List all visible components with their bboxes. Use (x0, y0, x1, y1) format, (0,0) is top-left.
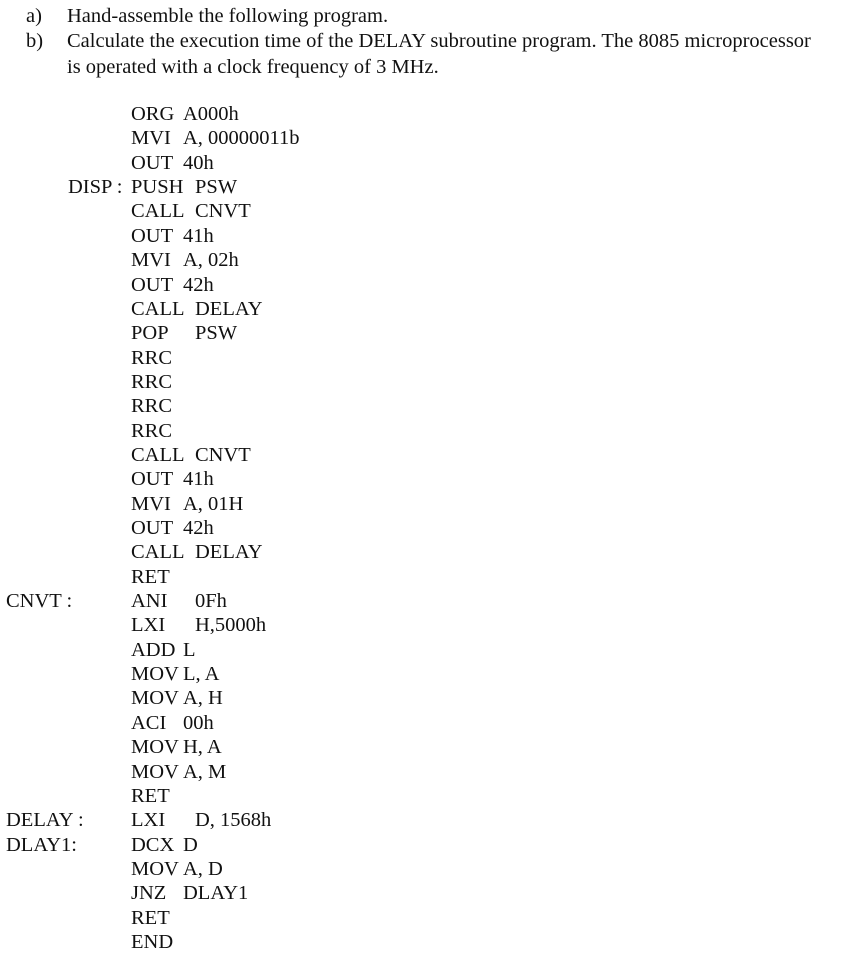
code-opcode: OUT (131, 151, 174, 174)
code-opcode: CALL (131, 297, 185, 320)
code-opcode: CALL (131, 443, 185, 466)
code-operand: L, A (183, 663, 220, 686)
code-opcode: MOV (131, 857, 179, 880)
code-operand: DLAY1 (183, 882, 249, 905)
code-operand: D, 1568h (195, 809, 272, 832)
code-operand: 0Fh (195, 590, 227, 612)
code-opcode: CALL (131, 541, 185, 564)
code-opcode: MVI (131, 249, 171, 272)
code-operand: H, A (183, 736, 222, 759)
code-operand: DELAY (195, 541, 263, 564)
code-operand: 42h (183, 273, 214, 296)
code-opcode: MOV (131, 687, 179, 710)
code-opcode: POP (131, 322, 169, 345)
code-operand: H,5000h (195, 614, 267, 637)
code-operand: A, H (183, 687, 223, 710)
code-opcode: RRC (131, 395, 173, 418)
code-opcode: OUT (131, 468, 174, 491)
question-text-line: Calculate the execution time of the DELAY subroutine program. The 8085 microprocessor (67, 30, 811, 52)
code-opcode: DCX (131, 833, 175, 856)
code-opcode: MOV (131, 760, 179, 783)
code-operand: L (183, 638, 196, 661)
code-opcode: ADD (131, 638, 176, 661)
code-operand: D (183, 833, 198, 856)
code-operand: A, D (183, 857, 223, 880)
code-opcode: RET (131, 784, 170, 807)
code-opcode: MOV (131, 663, 179, 686)
code-opcode: MVI (131, 492, 171, 515)
code-operand: A, 00000011b (183, 127, 300, 150)
code-label: CNVT : (6, 590, 73, 612)
code-opcode: ANI (131, 590, 168, 612)
code-opcode: ORG (131, 103, 175, 125)
code-operand: A000h (183, 103, 239, 125)
code-opcode: MOV (131, 736, 179, 759)
question-marker: a) (26, 5, 42, 27)
code-operand: DELAY (195, 297, 263, 320)
code-label: DLAY1: (6, 833, 77, 856)
code-opcode: JNZ (131, 882, 167, 905)
code-operand: 42h (183, 517, 214, 539)
code-label: DISP : (68, 176, 123, 199)
question-marker: b) (26, 30, 44, 52)
code-operand: CNVT (195, 443, 251, 466)
code-opcode: RRC (131, 370, 173, 393)
code-opcode: OUT (131, 273, 174, 296)
code-opcode: RET (131, 906, 170, 929)
code-operand: 41h (183, 468, 214, 491)
code-opcode: LXI (131, 809, 166, 832)
code-opcode: CALL (131, 200, 185, 223)
code-opcode: LXI (131, 614, 166, 637)
code-opcode: PUSH (131, 176, 184, 199)
question-text-line: is operated with a clock frequency of 3 MHz. (67, 56, 439, 78)
code-operand: 00h (183, 711, 214, 734)
code-operand: 40h (183, 151, 214, 174)
code-opcode: RRC (131, 346, 173, 369)
code-operand: A, 01H (183, 492, 244, 515)
code-opcode: RRC (131, 419, 173, 442)
code-operand: PSW (195, 176, 238, 199)
code-operand: A, 02h (183, 249, 239, 272)
code-opcode: END (131, 930, 174, 953)
code-operand: 41h (183, 224, 214, 247)
code-operand: A, M (183, 760, 227, 783)
code-opcode: ACI (131, 711, 167, 734)
question-text-line: Hand-assemble the following program. (67, 5, 389, 27)
code-opcode: OUT (131, 517, 174, 539)
code-opcode: MVI (131, 127, 171, 150)
code-operand: CNVT (195, 200, 251, 223)
code-operand: PSW (195, 322, 238, 345)
code-opcode: RET (131, 565, 170, 588)
code-label: DELAY : (6, 809, 84, 832)
code-opcode: OUT (131, 224, 174, 247)
